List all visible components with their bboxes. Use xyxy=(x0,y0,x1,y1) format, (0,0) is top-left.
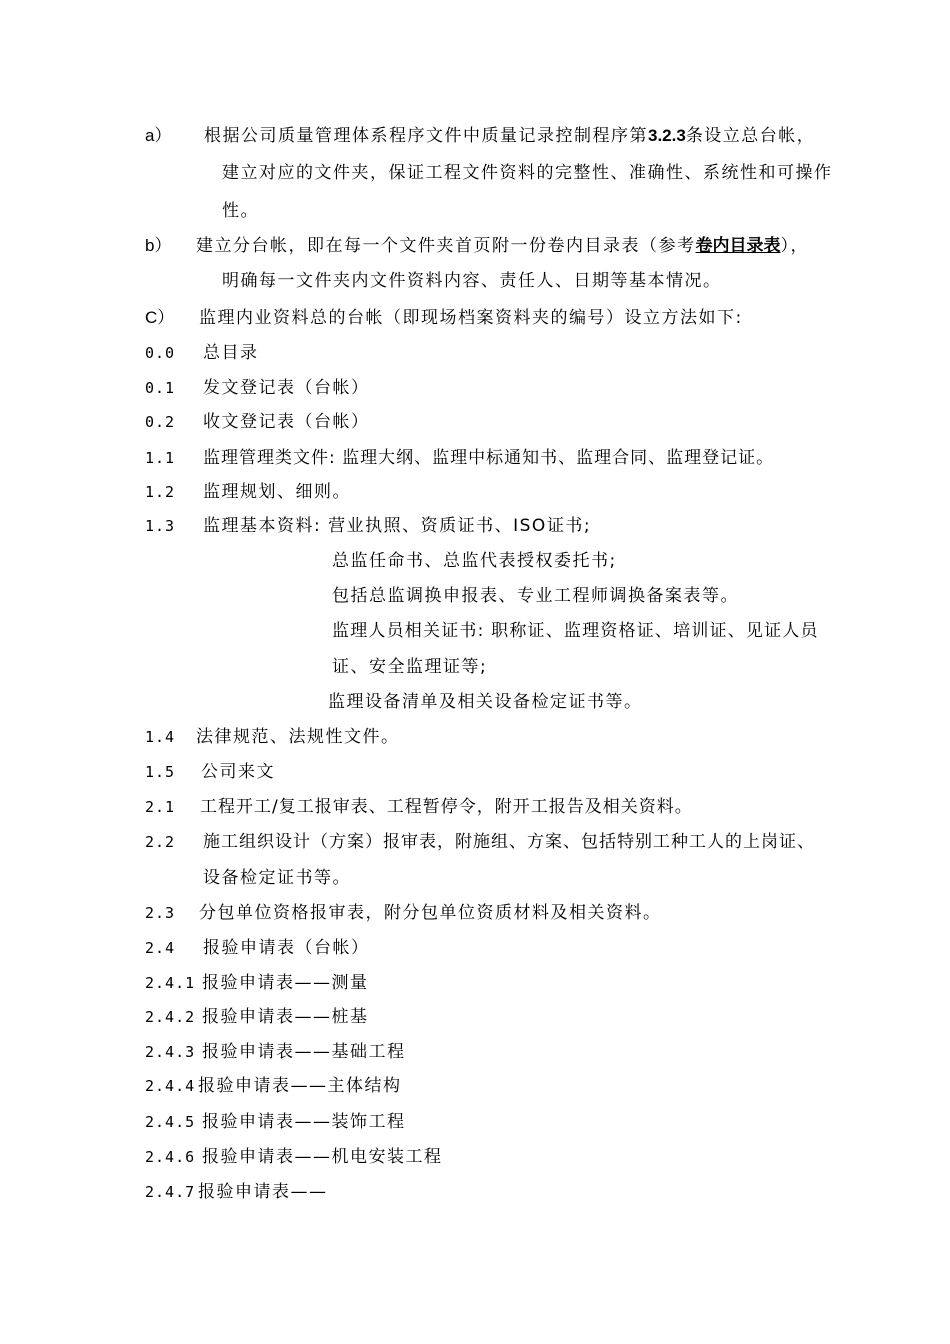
item-number: 2.4.2 xyxy=(145,1008,196,1026)
item-text: 发文登记表（台帐） xyxy=(203,378,370,398)
item-a-line2: 建立对应的文件夹，保证工程文件资料的完整性、准确性、系统性和可操作 xyxy=(222,163,833,183)
item-text: 监理基本资料: 营业执照、资质证书、ISO证书; xyxy=(203,516,592,536)
item-text: 工程开工/复工报审表、工程暂停令，附开工报告及相关资料。 xyxy=(200,797,693,817)
item-text: 收文登记表（台帐） xyxy=(203,412,370,432)
item-text: 报验申请表——装饰工程 xyxy=(202,1112,406,1132)
sub-item-text: 监理人员相关证书: 职称证、监理资格证、培训证、见证人员 xyxy=(332,621,819,641)
item-number: 1.2 xyxy=(145,483,176,501)
item-number: 2.4.6 xyxy=(145,1148,196,1166)
item-number: 0.0 xyxy=(145,344,176,362)
item-number: 0.2 xyxy=(145,413,176,431)
item-text: 法律规范、法规性文件。 xyxy=(196,727,400,747)
item-number: 2.4.7 xyxy=(145,1183,196,1201)
item-number: 1.4 xyxy=(145,728,176,746)
item-number: 2.4.5 xyxy=(145,1113,196,1131)
item-b-line2: 明确每一文件夹内文件资料内容、责任人、日期等基本情况。 xyxy=(222,271,722,291)
item-number: 2.4 xyxy=(145,939,176,957)
item-text: 施工组织设计（方案）报审表，附施组、方案、包括特别工种工人的上岗证、 xyxy=(203,832,815,852)
item-text: 分包单位资格报审表，附分包单位资质材料及相关资料。 xyxy=(199,903,662,923)
item-text: 监理管理类文件: 监理大纲、监理中标通知书、监理合同、监理登记证。 xyxy=(203,448,775,468)
item-text: 报验申请表——测量 xyxy=(202,973,369,993)
item-a-line3: 性。 xyxy=(222,201,259,221)
item-b-line1-end: ）， xyxy=(780,236,809,256)
item-c-label: C） xyxy=(145,308,175,327)
item-b-line1 xyxy=(196,235,809,257)
item-b-label: b） xyxy=(145,236,172,255)
item-number: 1.3 xyxy=(145,517,176,535)
item-text: 监理规划、细则。 xyxy=(203,482,351,502)
item-a-label: a） xyxy=(145,126,172,145)
item-number: 2.2 xyxy=(145,833,176,851)
item-number: 2.4.1 xyxy=(145,974,196,992)
sub-item-text: 总监任命书、总监代表授权委托书; xyxy=(332,551,617,571)
item-a-section-number: 3.2.3 xyxy=(648,126,686,145)
item-number: 2.1 xyxy=(145,798,176,816)
item-text: 报验申请表—— xyxy=(198,1182,328,1202)
item-number: 1.5 xyxy=(145,763,176,781)
item-text: 报验申请表——主体结构 xyxy=(198,1076,402,1096)
item-number: 1.1 xyxy=(145,449,176,467)
item-c-line1: 监理内业资料总的台帐（即现场档案资料夹的编号）设立方法如下: xyxy=(199,308,743,328)
item-text: 报验申请表——基础工程 xyxy=(202,1042,406,1062)
item-a-line1-text: 根据公司质量管理体系程序文件中质量记录控制程序第 xyxy=(204,126,648,146)
item-text: 设备检定证书等。 xyxy=(203,868,351,888)
sub-item-text: 包括总监调换申报表、专业工程师调换备案表等。 xyxy=(332,586,739,606)
item-number: 2.4.4 xyxy=(145,1077,196,1095)
item-number: 0.1 xyxy=(145,379,176,397)
item-text: 报验申请表——机电安装工程 xyxy=(202,1147,443,1167)
item-text: 报验申请表——桩基 xyxy=(202,1007,369,1027)
sub-item-text: 证、安全监理证等; xyxy=(332,657,488,677)
item-text: 报验申请表（台帐） xyxy=(203,938,370,958)
item-number: 2.4.3 xyxy=(145,1043,196,1061)
item-text: 公司来文 xyxy=(201,762,275,782)
item-number: 2.3 xyxy=(145,904,176,922)
item-b-line1-text: 建立分台帐，即在每一个文件夹首页附一份卷内目录表（参考 xyxy=(196,236,696,256)
item-a-line1 xyxy=(204,125,815,147)
item-a-line1-end: 条设立总台帐， xyxy=(685,126,816,146)
directory-table-link[interactable]: 卷内目录表 xyxy=(695,236,781,256)
sub-item-text: 监理设备清单及相关设备检定证书等。 xyxy=(328,692,643,712)
item-text: 总目录 xyxy=(203,343,259,363)
